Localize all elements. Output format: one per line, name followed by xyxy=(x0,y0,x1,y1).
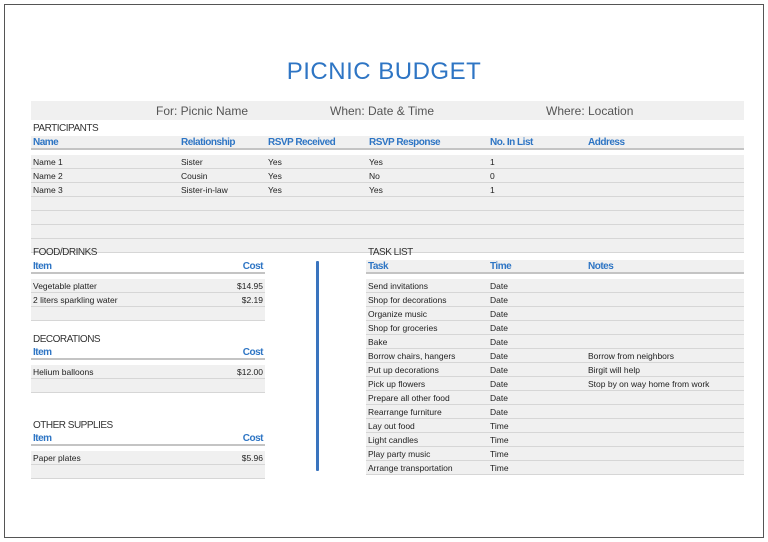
table-cell: Yes xyxy=(268,157,282,167)
event-when[interactable]: When: Date & Time xyxy=(330,104,435,118)
event-for[interactable]: For: Picnic Name xyxy=(156,104,249,118)
table-cell: Date xyxy=(490,393,508,403)
table-row[interactable] xyxy=(31,307,265,321)
table-row[interactable] xyxy=(31,225,744,239)
table-cell: Date xyxy=(490,365,508,375)
table-cell: $12.00 xyxy=(237,367,263,377)
other-supplies-label: OTHER SUPPLIES xyxy=(33,420,113,431)
table-cell: Sister-in-law xyxy=(181,185,228,195)
table-cell: Date xyxy=(490,379,508,389)
table-header xyxy=(366,260,744,274)
table-row[interactable] xyxy=(366,419,744,433)
table-cell: Stop by on way home from work xyxy=(588,379,710,389)
table-row[interactable] xyxy=(366,307,744,321)
table-cell: 1 xyxy=(490,157,495,167)
table-row[interactable] xyxy=(366,391,744,405)
section-divider xyxy=(316,261,319,471)
table-cell: Name 1 xyxy=(33,157,63,167)
table-row[interactable] xyxy=(31,365,265,379)
table-cell: Pick up flowers xyxy=(368,379,426,389)
table-cell: Date xyxy=(490,281,508,291)
table-row[interactable] xyxy=(31,169,744,183)
table-header xyxy=(31,260,265,274)
column-header: Time xyxy=(490,261,512,272)
table-cell: 0 xyxy=(490,171,495,181)
table-cell: No xyxy=(369,171,380,181)
column-header: Cost xyxy=(242,261,263,272)
table-cell: Prepare all other food xyxy=(368,393,450,403)
other-supplies-table xyxy=(31,432,265,479)
table-cell: Yes xyxy=(268,185,282,195)
table-cell: Lay out food xyxy=(368,421,415,431)
table-row[interactable] xyxy=(366,335,744,349)
table-cell: Date xyxy=(490,407,508,417)
task-list-table xyxy=(366,260,744,475)
table-cell: $14.95 xyxy=(237,281,263,291)
table-cell: Time xyxy=(490,463,509,473)
column-header: Item xyxy=(33,433,52,444)
table-cell: Vegetable platter xyxy=(33,281,97,291)
participants-table xyxy=(31,136,744,253)
table-cell: Borrow chairs, hangers xyxy=(368,351,456,361)
event-where[interactable]: Where: Location xyxy=(546,104,634,118)
table-cell: Date xyxy=(490,295,508,305)
table-row[interactable] xyxy=(31,183,744,197)
table-cell: Yes xyxy=(369,185,383,195)
table-cell: Name 2 xyxy=(33,171,63,181)
table-cell: 1 xyxy=(490,185,495,195)
table-cell: Yes xyxy=(369,157,383,167)
table-cell: Time xyxy=(490,449,509,459)
column-header: Address xyxy=(588,137,625,148)
table-cell: Borrow from neighbors xyxy=(588,351,674,361)
food-drinks-table xyxy=(31,260,265,321)
column-header: Cost xyxy=(242,433,263,444)
table-row[interactable] xyxy=(31,379,265,393)
table-cell: Sister xyxy=(181,157,203,167)
table-cell: Shop for groceries xyxy=(368,323,438,333)
table-row[interactable] xyxy=(31,197,744,211)
table-cell: Time xyxy=(490,421,509,431)
column-header: Item xyxy=(33,347,52,358)
table-cell: Name 3 xyxy=(33,185,63,195)
page-title: PICNIC BUDGET xyxy=(286,58,482,85)
table-row[interactable] xyxy=(366,321,744,335)
table-row[interactable] xyxy=(366,461,744,475)
task-list-label: TASK LIST xyxy=(368,247,413,258)
table-cell: $2.19 xyxy=(241,295,263,305)
table-cell: $5.96 xyxy=(241,453,263,463)
event-info-bar xyxy=(31,101,744,120)
column-header: No. In List xyxy=(490,137,533,148)
column-header: Relationship xyxy=(181,137,236,148)
column-header: RSVP Received xyxy=(268,137,336,148)
table-cell: Helium balloons xyxy=(33,367,94,377)
table-header xyxy=(31,136,744,150)
table-cell: Cousin xyxy=(181,171,208,181)
table-row[interactable] xyxy=(31,451,265,465)
table-cell: Organize music xyxy=(368,309,428,319)
table-row[interactable] xyxy=(31,155,744,169)
table-row[interactable] xyxy=(31,211,744,225)
table-cell: Time xyxy=(490,435,509,445)
table-cell: Rearrange furniture xyxy=(368,407,442,417)
column-header: Task xyxy=(368,261,389,272)
table-header xyxy=(31,432,265,446)
table-row[interactable] xyxy=(31,279,265,293)
table-cell: Date xyxy=(490,323,508,333)
participants-label: PARTICIPANTS xyxy=(33,123,99,134)
decorations-label: DECORATIONS xyxy=(33,334,101,345)
column-header: Cost xyxy=(242,347,263,358)
table-row[interactable] xyxy=(366,447,744,461)
table-row[interactable] xyxy=(31,293,265,307)
table-cell: Date xyxy=(490,309,508,319)
table-row[interactable] xyxy=(366,293,744,307)
column-header: RSVP Response xyxy=(369,137,441,148)
table-cell: Send invitations xyxy=(368,281,429,291)
table-row[interactable] xyxy=(366,349,744,363)
table-cell: Shop for decorations xyxy=(368,295,447,305)
table-cell: Bake xyxy=(368,337,388,347)
table-cell: Date xyxy=(490,351,508,361)
table-row[interactable] xyxy=(366,377,744,391)
table-cell: Date xyxy=(490,337,508,347)
table-row[interactable] xyxy=(366,405,744,419)
table-cell: Play party music xyxy=(368,449,431,459)
table-cell: 2 liters sparkling water xyxy=(33,295,118,305)
table-row[interactable] xyxy=(366,433,744,447)
table-row[interactable] xyxy=(31,465,265,479)
table-header xyxy=(31,346,265,360)
table-cell: Arrange transportation xyxy=(368,463,453,473)
table-cell: Light candles xyxy=(368,435,419,445)
table-row[interactable] xyxy=(366,363,744,377)
decorations-table xyxy=(31,346,265,393)
table-row[interactable] xyxy=(366,279,744,293)
column-header: Name xyxy=(33,137,59,148)
table-cell: Yes xyxy=(268,171,282,181)
column-header: Item xyxy=(33,261,52,272)
table-cell: Put up decorations xyxy=(368,365,439,375)
table-cell: Birgit will help xyxy=(588,365,640,375)
table-cell: Paper plates xyxy=(33,453,81,463)
food-drinks-label: FOOD/DRINKS xyxy=(33,247,97,258)
column-header: Notes xyxy=(588,261,614,272)
